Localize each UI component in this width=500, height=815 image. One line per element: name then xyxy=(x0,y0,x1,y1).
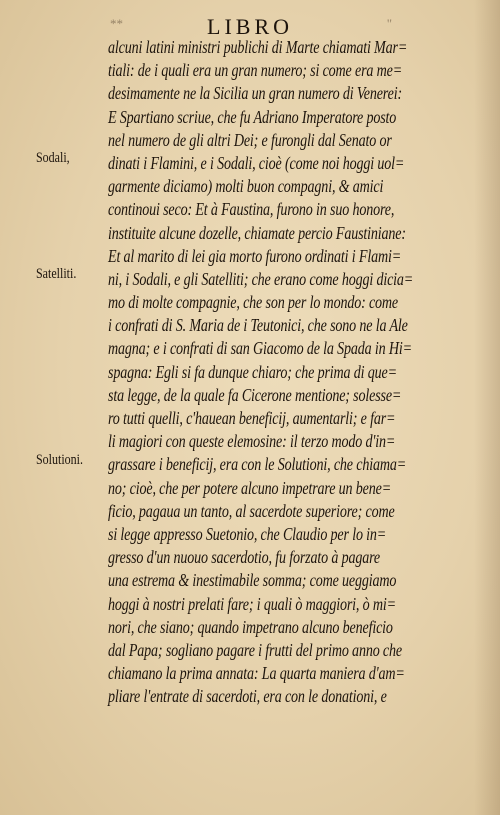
text-line: ro tutti quelli, c'hauean beneficij, aumentarli; e far= xyxy=(108,408,396,428)
text-line: no; cioè, che per potere alcuno impetrare un bene= xyxy=(108,477,392,498)
text-line: li magiori con queste elemosine: il terzo modo d'in= xyxy=(108,431,396,452)
text-line: grassare i beneficij, era con le Solutioni, che chiama= xyxy=(108,454,407,475)
text-line: gresso d'un nuouo sacerdotio, fu forzato à pagare xyxy=(108,547,380,568)
text-line: ficio, pagaua un tanto, al sacerdote superiore; come xyxy=(108,500,395,521)
text-line: spagna: Egli si fa dunque chiaro; che prima di que= xyxy=(108,361,397,382)
margin-note-solutioni: Solutioni. xyxy=(36,452,84,468)
text-line: ni, i Sodali, e gli Satelliti; che erano come hoggi dicia= xyxy=(108,268,414,289)
text-line: sta legge, de la quale fa Cicerone mentione; solesse= xyxy=(108,384,402,405)
text-line: dal Papa; sogliano pagare i frutti del primo anno che xyxy=(108,639,402,660)
text-line: pliare l'entrate di sacerdoti, era con le donationi, e xyxy=(108,686,387,707)
text-line: alcuni latini ministri publichi di Marte chiamati Mar= xyxy=(108,37,408,57)
text-line: dinati i Flamini, e i Sodali, cioè (come noi hoggi uol= xyxy=(108,152,405,173)
text-line: continoui seco: Et à Faustina, furono in suo honore, xyxy=(108,199,395,220)
text-line: Et al marito di lei gia morto furono ordinati i Flami= xyxy=(108,245,402,266)
text-line: desimamente ne la Sicilia un gran numero di Venerei: xyxy=(108,83,402,104)
text-line: instituite alcune dozelle, chiamate percio Faustiniane: xyxy=(108,222,406,243)
text-line: magna; e i confrati di san Giacomo de la Spada in Hi= xyxy=(108,338,412,359)
text-line: nel numero de gli altri Dei; e furongli dal Senato or xyxy=(108,129,392,150)
text-line: E Spartiano scriue, che fu Adriano Imperatore posto xyxy=(108,106,397,127)
text-line: mo di molte compagnie, che son per lo mondo: come xyxy=(108,292,399,313)
page-title: LIBRO xyxy=(207,14,293,39)
header-ornament-right: " xyxy=(386,16,392,31)
text-line: una estrema & inestimabile somma; come ueggiamo xyxy=(108,570,397,591)
margin-note-satelliti: Satelliti. xyxy=(36,266,77,282)
header-ornament-left: ** xyxy=(110,16,123,31)
text-line: garmente diciamo) molti buon compagni, & amici xyxy=(108,176,384,197)
text-line: hoggi à nostri prelati fare; i quali ò maggiori, ò mi= xyxy=(108,593,396,614)
body-text xyxy=(108,36,498,708)
margin-note-sodali: Sodali, xyxy=(36,150,70,166)
text-line: si legge appresso Suetonio, che Claudio per lo in= xyxy=(108,523,387,544)
text-line: nori, che siano; quando impetrano alcuno beneficio xyxy=(108,616,393,637)
text-line: tiali: de i quali era un gran numero; si come era me= xyxy=(108,60,403,81)
text-line: i confrati di S. Maria de i Teutonici, che sono ne la Ale xyxy=(108,315,408,336)
text-line: chiamano la prima annata: La quarta maniera d'am= xyxy=(108,663,405,684)
